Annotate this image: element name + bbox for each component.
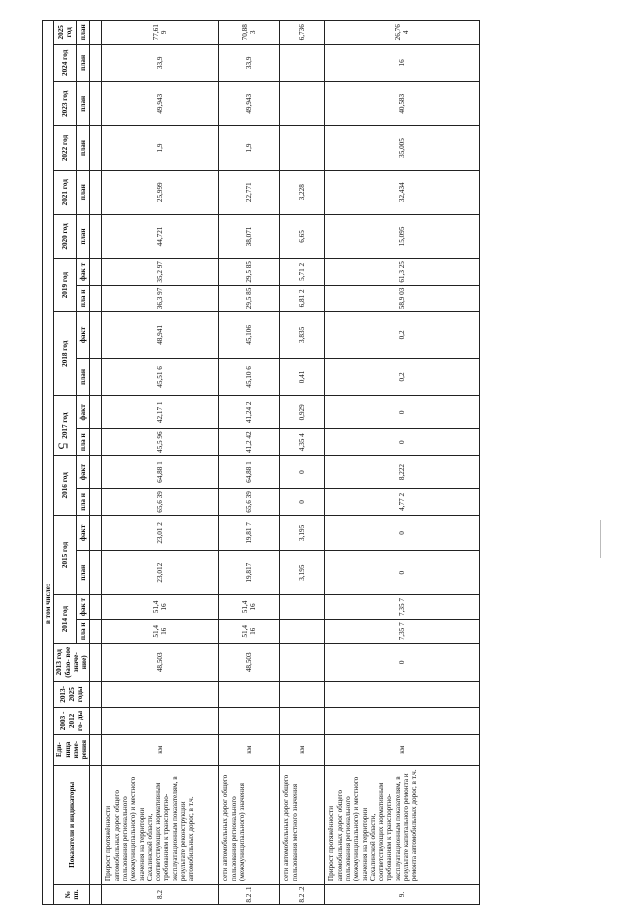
- cell-v19f: 5,71 2: [280, 259, 325, 286]
- cell-v24: 33,9: [219, 44, 280, 82]
- col-header-2019: 2019 год: [54, 259, 77, 312]
- cell-v15f: 3,195: [280, 515, 325, 550]
- subheader-fact: факт: [77, 396, 90, 429]
- cell-v18p: 0,2: [325, 358, 480, 396]
- table-body: [102, 21, 480, 905]
- cell-v2003: [325, 708, 480, 735]
- cell-v18p: 45,10 6: [219, 358, 280, 396]
- cell-v15p: 0: [325, 551, 480, 595]
- cell-v15f: 23,01 2: [102, 515, 219, 550]
- subheader-plan: план: [77, 126, 90, 170]
- table-row: [102, 21, 219, 905]
- cell-v18p: 0,41: [280, 358, 325, 396]
- cell-v24: [280, 44, 325, 82]
- col-header-2023: 2023 год: [54, 82, 77, 126]
- cell-v23: [280, 82, 325, 126]
- cell-v15p: 19,817: [219, 551, 280, 595]
- col-header-2018: 2018 год: [54, 312, 77, 396]
- header-row-years: [54, 21, 77, 905]
- col-header-2021: 2021 год: [54, 170, 77, 214]
- cell-v2013_2025: [102, 681, 219, 708]
- indicator-name: Прирост протяжённости автомобильных дорог общего пользования регионального (межмуниципального) и местного значения на территории Сахалинской области, соответствующих нормативным требованиям к транспортно-эксплуатационным показателям, в результате реконструкции автомобильных дорог, в т.ч.: [102, 765, 219, 884]
- cell-v25: 70,88 3: [219, 21, 280, 45]
- col-header-2013: 2013 год (базо- вое значе- ние): [54, 643, 90, 681]
- cell-v2013_2025: [219, 681, 280, 708]
- cell-v14p: 7,35 7: [325, 619, 480, 643]
- col-header-num: № пп.: [54, 885, 90, 905]
- cell-v18f: 0,2: [325, 312, 480, 358]
- cell-v21: 3,228: [280, 170, 325, 214]
- row-number: 8.2: [102, 885, 219, 905]
- cell-v20: 15,095: [325, 214, 480, 258]
- cell-v19f: 61,3 25: [325, 259, 480, 286]
- col-header-2015: 2015 год: [54, 515, 77, 595]
- cell-v18p: 45,51 6: [102, 358, 219, 396]
- subheader-plan: пла н: [77, 285, 90, 312]
- subheader-plan: план: [77, 44, 90, 82]
- table-row: [219, 21, 280, 905]
- cell-v15p: 3,195: [280, 551, 325, 595]
- cell-v17p: 0: [325, 429, 480, 456]
- cell-v17f: 42,17 1: [102, 396, 219, 429]
- col-header-2014: 2014 год: [54, 595, 77, 644]
- subheader-plan: план: [77, 21, 90, 45]
- page-number: 5: [54, 442, 70, 450]
- cell-v19f: 35,2 97: [102, 259, 219, 286]
- col-header-2013-2025: 2013- 2025 годы: [54, 681, 90, 708]
- cell-v17f: 41,24 2: [219, 396, 280, 429]
- col-header-2003-2012: 2003 - 2012 го- ды: [54, 708, 90, 735]
- cell-v23: 49,943: [219, 82, 280, 126]
- cell-v16p: 0: [280, 489, 325, 516]
- cell-v25: 6,736: [280, 21, 325, 45]
- cell-v20: 6,65: [280, 214, 325, 258]
- subheader-fact: факт: [77, 312, 90, 358]
- cell-v2003: [219, 708, 280, 735]
- cell-v19p: 58,9 03: [325, 285, 480, 312]
- rotated-table-container: [42, 20, 630, 905]
- cell-v14f: [280, 595, 325, 619]
- cell-v23: 49,943: [102, 82, 219, 126]
- cell-v16p: 4,77 2: [325, 489, 480, 516]
- table-row: [325, 21, 480, 905]
- row-number: 9.: [325, 885, 480, 905]
- cell-v14f: 51,4 16: [219, 595, 280, 619]
- cell-v16f: 64,88 1: [219, 455, 280, 488]
- cell-v18f: 48,941: [102, 312, 219, 358]
- cell-v17f: 0: [325, 396, 480, 429]
- cell-v24: 33,9: [102, 44, 219, 82]
- cell-v2013: 48,503: [219, 643, 280, 681]
- subheader-plan: план: [77, 170, 90, 214]
- subheader-plan: пла н: [77, 489, 90, 516]
- cell-v2013_2025: [280, 681, 325, 708]
- cell-v24: 16: [325, 44, 480, 82]
- cell-v2003: [102, 708, 219, 735]
- cell-v20: 38,071: [219, 214, 280, 258]
- cell-v20: 44,721: [102, 214, 219, 258]
- subheader-plan: пла н: [77, 619, 90, 643]
- col-header-2024: 2024 год: [54, 44, 77, 82]
- subheader-fact: факт: [77, 515, 90, 550]
- subheader-plan: план: [77, 358, 90, 396]
- cell-v19p: 6,81 2: [280, 285, 325, 312]
- cell-v21: 32,434: [325, 170, 480, 214]
- cell-v15p: 23,012: [102, 551, 219, 595]
- cell-v16p: 65,6 39: [219, 489, 280, 516]
- cell-v22: 35,005: [325, 126, 480, 170]
- in-that-label: в том числе:: [43, 21, 54, 905]
- cell-v23: 40,583: [325, 82, 480, 126]
- indicator-name: сети автомобильных дорог общего пользования регионального (межмуниципального) значения: [219, 765, 280, 884]
- col-header-2025: 2025 год: [54, 21, 77, 45]
- col-header-2022: 2022 год: [54, 126, 77, 170]
- cell-v2013: [280, 643, 325, 681]
- cell-v2003: [280, 708, 325, 735]
- subheader-plan: план: [77, 214, 90, 258]
- subheader-plan: пла н: [77, 429, 90, 456]
- row-number: 8.2 .1: [219, 885, 280, 905]
- cell-v21: 22,771: [219, 170, 280, 214]
- cell-v2013_2025: [325, 681, 480, 708]
- col-header-2017: 2017 год: [54, 396, 77, 456]
- cell-v15f: 19,81 7: [219, 515, 280, 550]
- cell-v14f: 51,4 16: [102, 595, 219, 619]
- cell-unit: км: [325, 734, 480, 765]
- row-number: 8.2 .2: [280, 885, 325, 905]
- subheader-plan: план: [77, 551, 90, 595]
- indicators-table: [42, 20, 480, 905]
- subheader-plan: план: [77, 82, 90, 126]
- cell-unit: км: [280, 734, 325, 765]
- subheader-fact: фак т: [77, 259, 90, 286]
- cell-unit: км: [219, 734, 280, 765]
- cell-v22: [280, 126, 325, 170]
- cell-v17p: 41,2 42: [219, 429, 280, 456]
- cell-v22: 1,9: [219, 126, 280, 170]
- cell-v2013: 48,503: [102, 643, 219, 681]
- cell-v19f: 29,5 85: [219, 259, 280, 286]
- table-row: [280, 21, 325, 905]
- subheader-fact: фак т: [77, 595, 90, 619]
- col-header-2020: 2020 год: [54, 214, 77, 258]
- cell-v18f: 3,835: [280, 312, 325, 358]
- cell-v25: 77,61 9: [102, 21, 219, 45]
- cell-v19p: 36,3 97: [102, 285, 219, 312]
- in-that-row: [43, 21, 54, 905]
- cell-unit: км: [102, 734, 219, 765]
- indicator-name: Прирост протяжённости автомобильных дорог общего пользования регионального (межмуниципального) и местного значения на территории Сахалинской области, соответствующих нормативным требованиям к транспортно-эксплуатационным показателям, в результате капитального ремонта и ремонта автомобильных дорог, в т.ч.: [325, 765, 480, 884]
- cell-v25: 26,76 4: [325, 21, 480, 45]
- cell-v16f: 64,88 1: [102, 455, 219, 488]
- cell-v17f: 0,929: [280, 396, 325, 429]
- col-header-name: Показатели и индикаторы: [54, 765, 90, 884]
- cell-v22: 1,9: [102, 126, 219, 170]
- subheader-fact: факт: [77, 455, 90, 488]
- cell-v16f: 0: [280, 455, 325, 488]
- col-header-unit: Еди- ница изме- рения: [54, 734, 90, 765]
- cell-v19p: 29,5 85: [219, 285, 280, 312]
- cell-v18f: 45,106: [219, 312, 280, 358]
- cell-v16f: 8,222: [325, 455, 480, 488]
- cell-v14p: 51,4 16: [102, 619, 219, 643]
- col-header-2016: 2016 год: [54, 455, 77, 515]
- cell-v14p: 51,4 16: [219, 619, 280, 643]
- cell-v14f: 7,35 7: [325, 595, 480, 619]
- cell-v2013: 0: [325, 643, 480, 681]
- cell-v17p: 45,5 96: [102, 429, 219, 456]
- blank-row: [90, 21, 102, 905]
- cell-v16p: 65,6 39: [102, 489, 219, 516]
- cell-v14p: [280, 619, 325, 643]
- indicator-name: сети автомобильных дорог общего пользования местного значения: [280, 765, 325, 884]
- cell-v15f: 0: [325, 515, 480, 550]
- cell-v21: 25,999: [102, 170, 219, 214]
- cell-v17p: 4,35 4: [280, 429, 325, 456]
